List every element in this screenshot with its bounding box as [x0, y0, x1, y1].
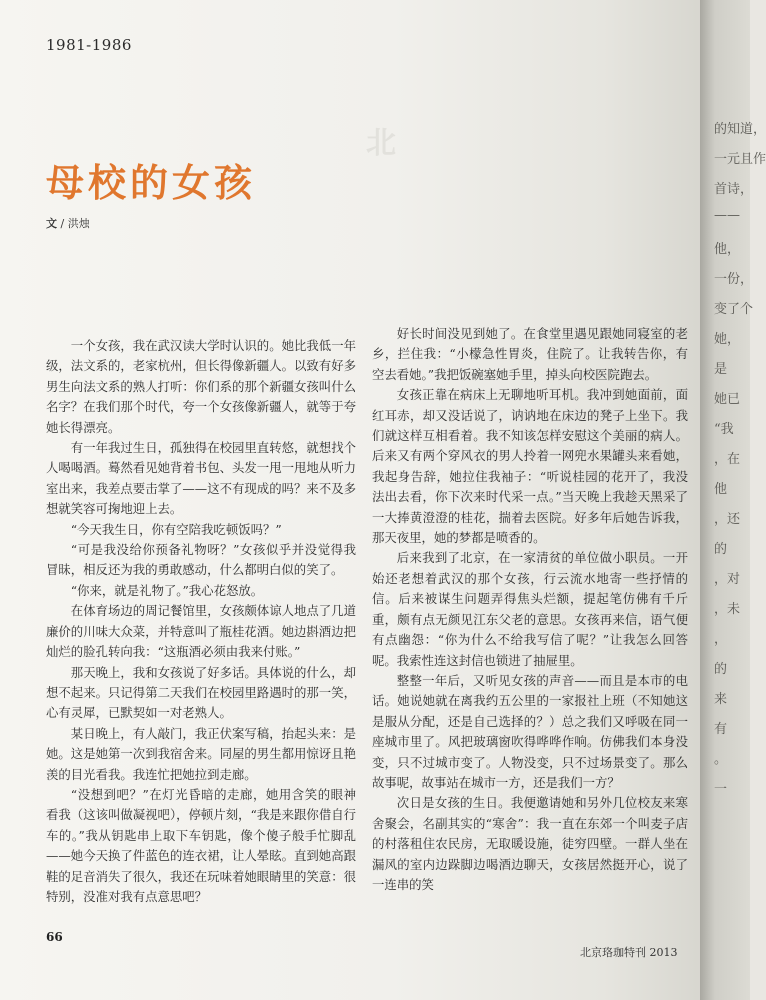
adjacent-page-text-fragment: ，未: [714, 602, 741, 617]
page-number: 66: [46, 930, 63, 944]
adjacent-page-text-fragment: 的: [714, 662, 728, 677]
background-ghost-text: 北: [366, 126, 396, 161]
adjacent-page-text-fragment: ——: [714, 208, 740, 223]
adjacent-page-text-fragment: 她，: [714, 332, 741, 347]
adjacent-page-text-fragment: 首诗，: [714, 182, 754, 197]
adjacent-page-text-fragment: ，: [714, 632, 728, 647]
publication-name: 北京珞珈特刊 2013: [580, 946, 678, 959]
adjacent-page-text-fragment: 是: [714, 362, 728, 377]
adjacent-page-text-fragment: ，对: [714, 572, 741, 587]
paragraph: “可是我没给你预备礼物呀？”女孩似乎并没觉得我冒昧，相反还为我的勇敢感动，什么都明白似的笑了。: [46, 542, 356, 578]
author-name: 洪烛: [67, 217, 90, 230]
adjacent-page-text-fragment: ，在: [714, 452, 741, 467]
paragraph: “你来，就是礼物了。”我心花怒放。: [70, 582, 264, 598]
adjacent-page-edge: [700, 0, 766, 1000]
paragraph: 有一年我过生日，孤独得在校园里直转悠，就想找个人喝喝酒。蓦然看见她背着书包、头发一甩一甩地从听力室出来，我差点要击掌了——这不有现成的吗？来不及多想就笑容可掬地迎上去。: [46, 440, 356, 517]
byline-separator: /: [60, 217, 68, 230]
adjacent-page-text-fragment: 他，: [714, 242, 741, 257]
paragraph: 后来我到了北京，在一家清贫的单位做小职员。一开始还老想着武汉的那个女孩，行云流水地寄一些抒情的信。后来被谋生问题弄得焦头烂额，提起笔仿佛有千斤重，颇有点无颜见江东父老的意思。女孩再来信，语气便有点幽怨：“你为什么不给我写信了呢？”让我怎么回答呢。我索性连这封信也锁进了抽屉里。: [372, 550, 688, 668]
paragraph: 一个女孩，我在武汉读大学时认识的。她比我低一年级，法文系的，老家杭州，但长得像新疆人。以致有好多男生向法文系的熟人打听：你们系的那个新疆女孩叫什么名字？在我们那个时代，夸一个女孩像新疆人，就等于夸她长得漂亮。: [46, 338, 356, 435]
adjacent-page-text-fragment: 有: [714, 722, 728, 737]
article-title: 母校的女孩: [46, 161, 257, 205]
adjacent-page-text-fragment: 一份，: [714, 272, 754, 287]
adjacent-page-text-fragment: 。: [714, 752, 728, 767]
paragraph: “没想到吧？”在灯光昏暗的走廊，她用含笑的眼神看我（这该叫做凝视吧），停顿片刻，“我是来跟你借自行车的。”我从钥匙串上取下车钥匙，像个傻子般手忙脚乱——她今天换了件蓝色的连衣裙，让人晕眩。直到她高跟鞋的足音消失了很久，我还在玩味着她眼睛里的笑意：很特别，没准对我有点意思吧？: [46, 786, 356, 904]
paragraph: 某日晚上，有人敲门，我正伏案写稿，抬起头来：是她。这是她第一次到我宿舍来。同屋的男生都用惊讶且艳羡的目光看我。我连忙把她拉到走廊。: [46, 725, 356, 782]
section-date-range: 1981-1986: [46, 36, 132, 54]
paragraph: 次日是女孩的生日。我便邀请她和另外几位校友来寒舍聚会，名副其实的“寒舍”：我一直在东郊一个叫麦子店的村落租住农民房，无取暖设施，徒穷四壁。一群人坐在漏风的室内边跺脚边喝酒边聊天，女孩居然挺开心，说了一连串的笑: [372, 795, 688, 892]
adjacent-page-text-fragment: 的: [714, 542, 728, 557]
paragraph: 在体育场边的周记餐馆里，女孩颇体谅人地点了几道廉价的川味大众菜，并特意叫了瓶桂花酒。她边斟酒边把灿烂的脸孔转向我：“这瓶酒必须由我来付账。”: [46, 603, 356, 660]
adjacent-page-text-fragment: 一: [714, 782, 728, 797]
paragraph: 整整一年后，又听见女孩的声音——而且是本市的电话。她说她就在离我约五公里的一家报社上班（不知她这是服从分配，还是自己选择的？）总之我们又呼吸在同一座城市里了。风把玻璃窗吹得哗哗作响。仿佛我们本身没变，只不过城市变了。人物没变，只不过场景变了。那么故事呢，故事站在城市一方，还是我们一方？: [372, 672, 688, 790]
paragraph: 女孩正靠在病床上无聊地听耳机。我冲到她面前，面红耳赤，却又没话说了，讷讷地在床边的凳子上坐下。我们就这样互相看着。我不知该怎样安慰这个美丽的病人。后来又有两个穿风衣的男人拎着一网兜水果罐头来看她，我起身告辞，她拉住我袖子：“听说桂园的花开了，我没法出去看，你下次来时代采一点。”当天晚上我趁天黑采了一大捧黄澄澄的桂花，揣着去医院。好多年后她告诉我，那天夜里，她的梦都是喷香的。: [372, 387, 688, 546]
adjacent-page-text-fragment: “我: [714, 422, 734, 437]
adjacent-page-text-fragment: 变了个: [714, 302, 754, 317]
paragraph: 好长时间没见到她了。在食堂里遇见跟她同寝室的老乡，拦住我：“小檬急性胃炎，住院了。让我转告你，有空去看她。”我把饭碗塞她手里，掉头向校医院跑去。: [372, 326, 688, 382]
article-column-right: [372, 324, 688, 895]
byline: [46, 215, 90, 231]
adjacent-page-text-fragment: 她已: [714, 392, 741, 407]
adjacent-page-text-fragment: 来: [714, 692, 728, 707]
paragraph: “今天我生日，你有空陪我吃顿饭吗？”: [70, 521, 282, 537]
adjacent-page-text-fragment: 他: [714, 482, 728, 497]
adjacent-page-text-fragment: 的知道，: [714, 122, 766, 137]
adjacent-page-text-fragment: 一元且作: [714, 152, 766, 167]
paragraph: 那天晚上，我和女孩说了好多话。具体说的什么，却想不起来。只记得第二天我们在校园里路遇时的那一笑，心有灵犀，已默契如一对老熟人。: [46, 664, 356, 721]
article-column-left: [46, 336, 356, 907]
byline-label: 文: [46, 217, 57, 230]
adjacent-page-text-fragment: ，还: [714, 512, 741, 527]
